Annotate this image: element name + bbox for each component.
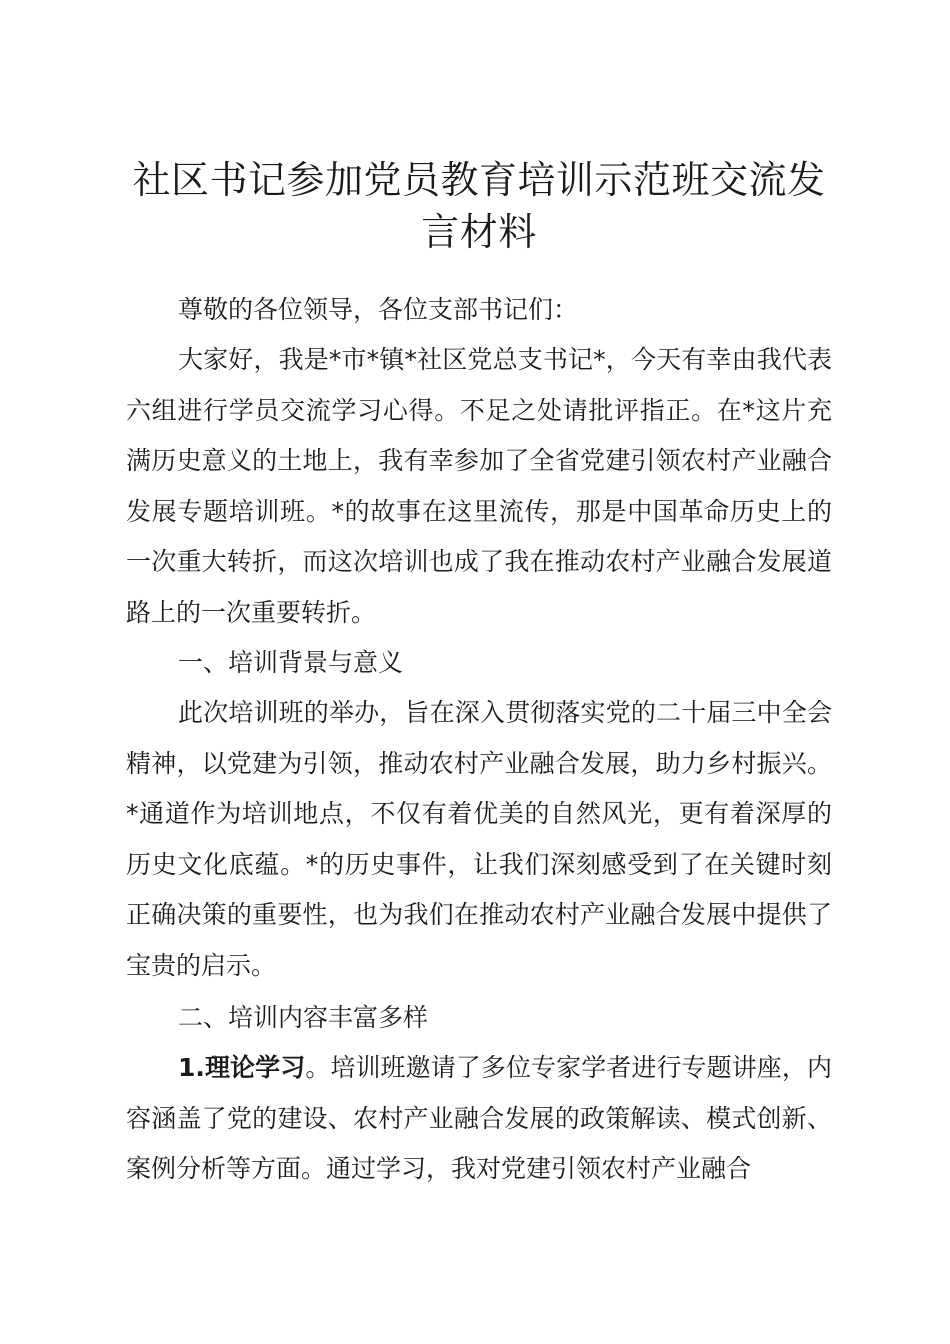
salutation bbox=[126, 285, 832, 336]
paragraph-intro bbox=[126, 335, 832, 638]
paragraph-background-text: 此次培训班的举办，旨在深入贯彻落实党的二十届三中全会精神，以党建为引领，推动农村产业融合发展，助力乡村振兴。*通道作为培训地点，不仅有着优美的自然风光，更有着深厚的历史文化底蕴。*的历史事件，让我们深刻感受到了在关键时刻正确决策的重要性，也为我们在推动农村产业融合发展中提供了宝贵的启示。 bbox=[126, 698, 832, 980]
section-heading-1 bbox=[126, 638, 832, 689]
paragraph-theory-lead: 1.理论学习 bbox=[178, 1053, 306, 1082]
section-heading-2-text: 二、培训内容丰富多样 bbox=[178, 1003, 429, 1032]
paragraph-theory bbox=[126, 1043, 832, 1195]
section-heading-2 bbox=[126, 993, 832, 1044]
section-heading-1-text: 一、培训背景与意义 bbox=[178, 648, 404, 677]
paragraph-intro-text: 大家好，我是*市*镇*社区党总支书记*，今天有幸由我代表六组进行学员交流学习心得。不足之处请批评指正。在*这片充满历史意义的土地上，我有幸参加了全省党建引领农村产业融合发展专题培训班。*的故事在这里流传，那是中国革命历史上的一次重大转折，而这次培训也成了我在推动农村产业融合发展道路上的一次重要转折。 bbox=[126, 345, 832, 627]
salutation-text: 尊敬的各位领导，各位支部书记们： bbox=[178, 295, 579, 324]
document-title: 社区书记参加党员教育培训示范班交流发言材料 bbox=[132, 158, 826, 254]
paragraph-theory-body bbox=[126, 1043, 832, 1195]
paragraph-background bbox=[126, 688, 832, 991]
paragraph-theory-text: 。培训班邀请了多位专家学者进行专题讲座，内容涵盖了党的建设、农村产业融合发展的政策解读、模式创新、案例分析等方面。通过学习，我对党建引领农村产业融合 bbox=[126, 1053, 832, 1183]
